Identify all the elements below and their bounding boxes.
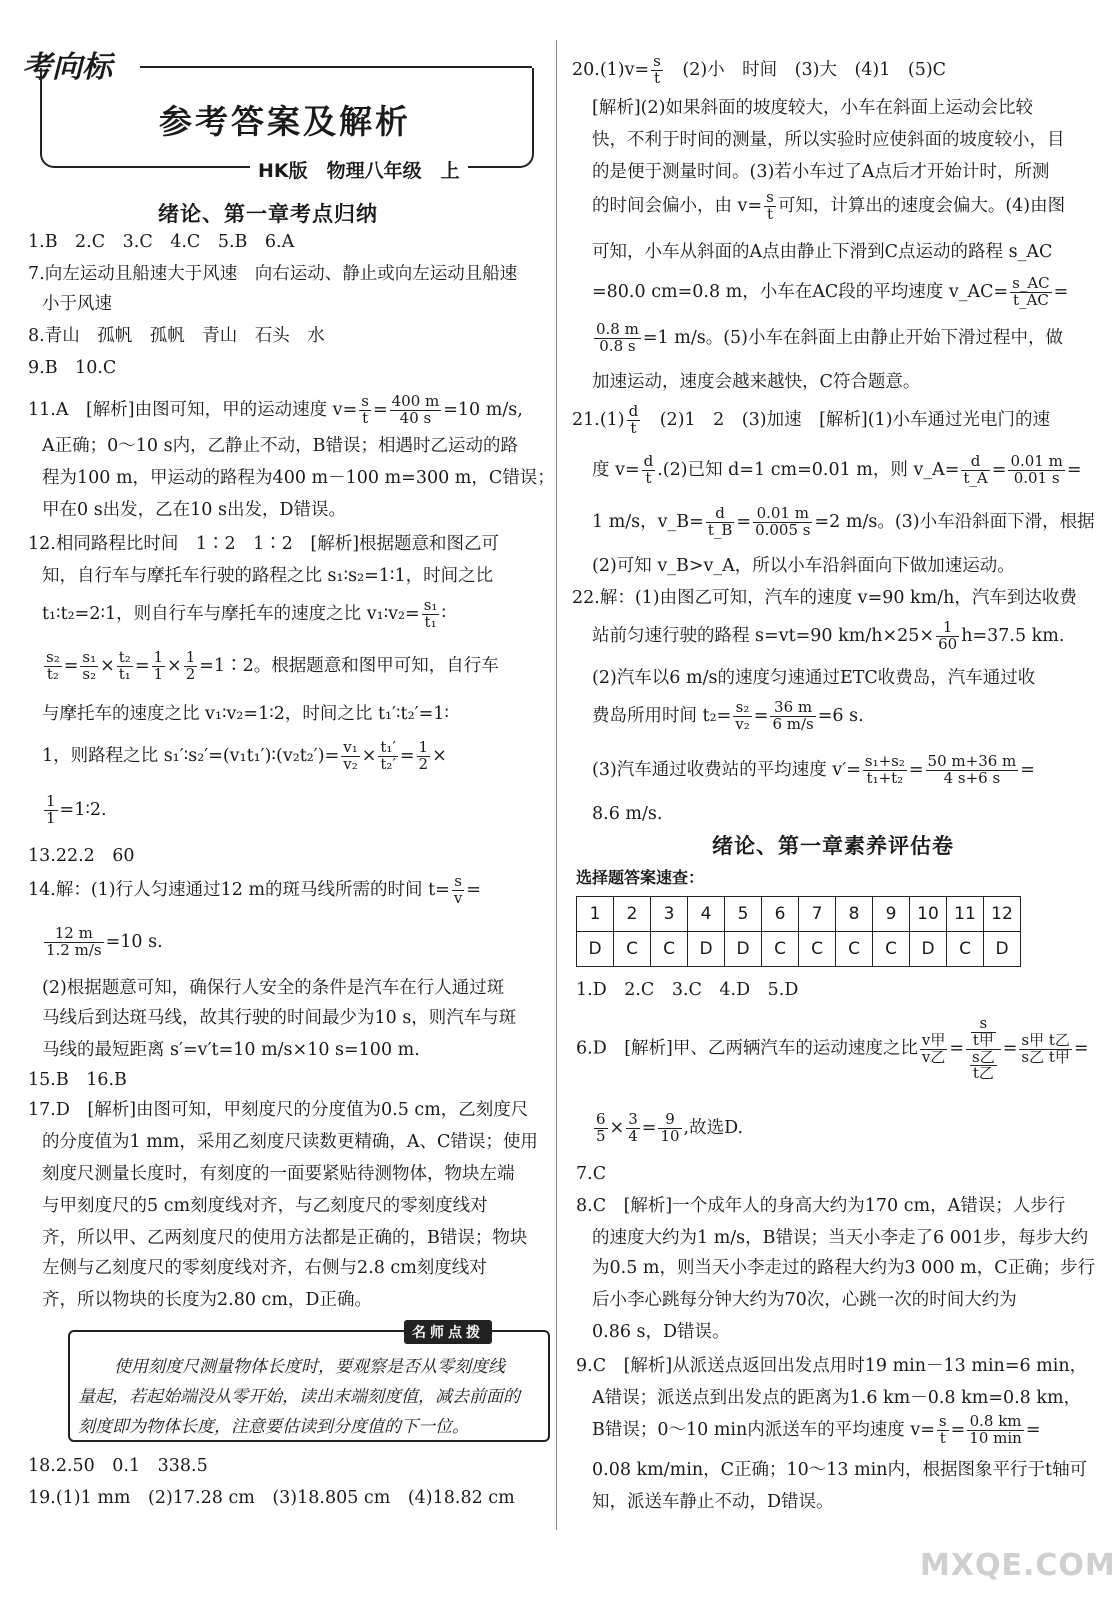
answer-line: 与甲刻度尺的5 cm刻度线对齐，与乙刻度尺的零刻度线对 [42,1196,488,1216]
answer-line: 度 v= $\frac{d}{t}$ .(2)已知 d=1 cm=0.01 m，则 v_A= $\frac{d}{t\_A}$ = $\frac{0.01 m}{0.01 s}$ = [592,452,1082,487]
table-cell-answer: D [910,932,947,967]
table-row-answers [577,932,1021,967]
fraction [961,454,989,487]
answer-line: 马线后到达斑马线，故其行驶的时间最少为10 s，则汽车与斑 [42,1008,517,1028]
table-cell-number: 7 [799,897,836,932]
text: =6 s. [817,705,864,726]
numerator: 12 m [44,926,104,943]
denominator: t乙 [972,1064,994,1083]
numerator: s₂ [733,700,752,717]
text: (2)1 2 (3)加速 [解析](1)小车通过光电门的速 [659,409,1051,430]
numerator: s [766,188,774,206]
tip-text: 使用刻度尺测量物体长度时，要观察是否从零刻度线 [114,1357,505,1377]
numerator: 0.8 km [967,1414,1024,1431]
text: =1∶2。根据题意和图甲可知，自行车 [199,655,499,676]
text: (2)小 时间 (3)大 (4)1 (5)C [682,59,947,80]
answer-line: 12.相同路程比时间 1∶2 1∶2 [解析]根据题意和图乙可 [28,534,500,554]
text: =10 m/s, [443,399,523,420]
answer-line: 1 m/s，v_B= $\frac{d}{t\_B}$ = $\frac{0.01 m}{0.005 s}$ =2 m/s。(3)小车沿斜面下滑，根据 [592,504,1095,539]
fraction [926,754,1019,787]
fraction [658,1112,681,1145]
numerator: 400 m [391,392,440,410]
denominator: 0.8 s [599,336,636,355]
numerator: 1 [153,648,164,666]
answer-line: 7.向左运动且船速大于风速 向右运动、静止或向左运动且船速 [28,264,518,284]
denominator: 4 s+6 s [943,768,1001,787]
denominator: 10 [660,1126,680,1145]
numerator: t₂ [118,648,131,666]
answer-line [42,926,163,959]
denominator: t₂ [46,664,59,683]
answer-line [592,190,1065,223]
numerator: s_AC [1012,274,1050,292]
answer-line [592,322,1063,355]
watermark: MXQE.COM [920,1548,1116,1583]
fraction [594,1112,608,1145]
text: ∶ [441,603,446,624]
answer-line: 的分度值为1 mm，采用乙刻度尺读数更精确，A、C错误；使用 [42,1132,538,1152]
numerator: v₁ [343,738,358,756]
denominator: 4 [628,1126,638,1145]
denominator: t_AC [1012,290,1049,309]
text: = [372,399,388,420]
answer-line: A正确；0～10 s内，乙静止不动，B错误；相遇时乙运动的路 [42,436,518,456]
fraction [937,1414,949,1447]
table-cell-number: 5 [725,897,762,932]
denominator: t [630,418,637,437]
denominator: t [654,68,661,87]
denominator: s₂ [82,664,97,683]
denominator: t [645,468,652,487]
answer-line: 1.B 2.C 3.C 4.C 5.B 6.A [28,232,295,252]
table-cell-number: 3 [651,897,688,932]
answer-line: 0.86 s，D错误。 [592,1322,730,1342]
answer-line: 0.08 km/min，C正确；10～13 min内，根据图象平行于t轴可 [592,1460,1088,1480]
answer-line: 齐，所以物块的长度为2.80 cm，D正确。 [42,1290,372,1310]
text: 21.(1) [572,409,625,430]
tip-text: 量起，若起始端没从零开始，读出末端刻度值，减去前面的 [78,1387,520,1407]
numerator: d [961,454,989,471]
answer-line: 知，派送车静止不动，D错误。 [592,1492,834,1512]
fraction [80,650,98,683]
answer-line: 马线的最短距离 s′=v′t=10 m/s×10 s=100 m. [42,1040,420,1060]
answer-line: 19.(1)1 mm (2)17.28 cm (3)18.805 cm (4)18.82 cm [28,1488,515,1508]
denominator: 40 s [399,408,432,427]
fraction [594,322,641,355]
numerator: s₁ [82,648,97,666]
denominator: 60 [938,634,958,653]
table-cell-number: 4 [688,897,725,932]
answer-line: 8.青山 孤帆 孤帆 青山 石头 水 [28,326,325,346]
table-cell-answer: C [873,932,910,967]
numerator: s [971,1016,996,1033]
section-title-1: 绪论、第一章考点归纳 [158,202,378,226]
denominator: v₂ [343,754,358,773]
answer-line: 左侧与乙刻度尺的零刻度线对齐，右侧与2.8 cm刻度线对 [42,1258,487,1278]
denominator: 0.01 s [1013,468,1060,487]
denominator: v₂ [735,714,750,733]
fraction [970,1047,997,1083]
denominator: 2 [185,664,196,683]
numerator: s甲 t乙 [1021,1030,1070,1049]
denominator: t₁ [424,612,437,631]
fraction [642,454,656,487]
numerator: v甲 [921,1030,946,1049]
section-title-2: 绪论、第一章素养评估卷 [712,834,954,858]
denominator: t甲 [972,1030,994,1049]
answer-line: 为0.5 m，则当天小李走过的路程大约为3 000 m，C正确；步行 [592,1258,1096,1278]
answer-line: $\frac{6}{5}$ × $\frac{3}{4}$ = $\frac{9}{10}$ ,故选D. [596,1110,744,1145]
answer-line: 的是便于测量时间。(3)若小车过了A点后才开始计时，所测 [592,162,1050,182]
fraction [44,926,104,959]
text: ,故选D. [683,1117,744,1138]
answer-line: 程为100 m，甲运动的路程为400 m－100 m=300 m，C错误； [42,468,555,488]
answer-line: 可知，小车从斜面的A点由静止下滑到C点运动的路程 s_AC [592,242,1053,262]
numerator: d [643,452,654,470]
numerator: 0.8 m [596,320,639,338]
numerator: s [361,392,369,410]
text: 20.(1)v= [572,59,650,80]
denominator: t₁+t₂ [866,768,904,787]
table-cell-answer: C [947,932,984,967]
answer-line: [解析](2)如果斜面的坡度较大，小车在斜面上运动会比较 [592,98,1033,118]
table-cell-answer: C [614,932,651,967]
fraction [863,754,907,787]
fraction [44,794,58,827]
column-divider [556,40,557,1530]
answer-line: 刻度尺测量长度时，有刻度的一面要紧贴待测物体，物块左端 [42,1164,515,1184]
table-cell-answer: D [725,932,762,967]
answer-line: A错误；派送点到出发点的距离为1.6 km－0.8 km=0.8 km， [592,1388,1082,1408]
table-cell-answer: D [577,932,614,967]
answer-line: 15.B 16.B [28,1070,127,1090]
fraction [966,1016,1001,1082]
text: 1 m/s，v_B= [592,511,704,532]
denominator [966,1047,1001,1083]
table-cell-answer: C [651,932,688,967]
text: =2 m/s。(3)小车沿斜面下滑，根据 [814,511,1095,532]
answer-line [592,620,1064,653]
numerator: 6 [596,1110,606,1128]
answer-line: 1，则路程之比 s₁′∶s₂′=(v₁t₁′)∶(v₂t₂′)= $\frac{\text{v₁}}{\text{v₂}}$ × $\frac{\text{t₁′}}{\text{t₂′}}$ = $\frac{1}{2}$ × [42,738,447,773]
numerator: s₂ [46,648,60,666]
text: t₁∶t₂=2∶1，则自行车与摩托车的速度之比 v₁∶v₂= [42,603,420,624]
numerator: 1 [185,648,196,666]
denominator: 1 [46,808,56,827]
denominator: s乙 t甲 [1021,1047,1070,1066]
numerator: s [452,874,464,891]
table-cell-number: 2 [614,897,651,932]
fraction [378,740,397,773]
fraction [152,650,166,683]
answer-line: 的速度大约为1 m/s，B错误；当天小李走了6 001步，每步大约 [592,1228,1089,1248]
denominator: t_B [707,520,733,539]
table-cell-number: 12 [984,897,1021,932]
text: 11.A [解析]由图可知，甲的运动速度 v= [28,399,358,420]
fraction [1019,1030,1072,1066]
text: =1∶2. [59,799,107,820]
denominator: t [362,408,369,427]
answer-line-20 [572,54,946,87]
answer-line [592,276,1068,309]
table-cell-number: 6 [762,897,799,932]
denominator: t₁ [118,664,131,683]
numerator: 0.01 m [1010,452,1063,470]
fraction [626,1112,640,1145]
fraction [770,700,815,733]
denominator: 6 m/s [772,714,814,733]
numerator: d [628,402,639,420]
denominator: v [453,888,463,907]
numerator: 1 [46,792,56,810]
answer-line: (3)汽车通过收费站的平均速度 v′= $\frac{\text{s₁+s₂}}{\text{t₁+t₂}}$ = $\frac{50 m+36 m}{4 s+6 s}$ = [592,752,1035,787]
denominator: t_A [963,468,988,487]
logo-text: 考向标 [22,50,112,85]
text: (3)汽车通过收费站的平均速度 v′= [592,759,861,780]
fraction [184,650,198,683]
denominator: t [939,1428,946,1447]
numerator: s乙 [972,1047,995,1066]
fraction [44,650,62,683]
answer-line: 小于风速 [42,294,112,314]
answer-line [42,598,446,631]
answer-line [42,794,107,827]
answer-line-21 [572,404,1050,437]
answer-line: 甲在0 s出发，乙在10 s出发，D错误。 [42,500,347,520]
text: 6.D [解析]甲、乙两辆汽车的运动速度之比 [576,1038,918,1059]
text: 可知，计算出的速度会偏大。(4)由图 [777,195,1066,216]
fraction [936,620,959,653]
answer-line: 知，自行车与摩托车行驶的路程之比 s₁∶s₂=1∶1，时间之比 [42,566,494,586]
denominator: 1.2 m/s [46,940,102,959]
denominator: 5 [596,1126,606,1145]
answer-line: 7.C [576,1164,607,1184]
fraction [627,404,641,437]
answer-line: B错误；0～10 min内派送车的平均速度 v= $\frac{s}{t}$ = $\frac{0.8 km}{10 \min}$ = [592,1412,1041,1447]
answer-line: 快，不利于时间的测量，所以实验时应使斜面的坡度较小，目 [592,130,1065,150]
answer-line: 14.解：(1)行人匀速通过12 m的斑马线所需的时间 t= $\frac{s}{v}$ = [28,872,481,907]
answer-line-11 [28,394,523,427]
tip-text: 刻度即为物体长度，注意要估读到分度值的下一位。 [78,1417,469,1437]
table-cell-number: 11 [947,897,984,932]
denominator: 2 [418,754,429,773]
answer-line: (2)根据题意可知，确保行人安全的条件是汽车在行人通过斑 [42,978,505,998]
answer-line: 18.2.50 0.1 338.5 [28,1456,208,1476]
denominator: 10 min [969,1428,1022,1447]
fraction [733,700,752,733]
numerator: d [706,506,735,523]
answer-line: 8.6 m/s. [592,804,663,824]
text: B错误；0～10 min内派送车的平均速度 v= [592,1419,935,1440]
fraction [359,394,371,427]
fraction [1008,454,1064,487]
text: =80.0 cm=0.8 m，小车在AC段的平均速度 v_AC= [592,281,1009,302]
numerator: 1 [418,738,429,756]
text: h=37.5 km. [961,625,1065,646]
numerator: s [653,52,661,70]
table-cell-number: 1 [577,897,614,932]
table-cell-number: 8 [836,897,873,932]
table-row-numbers [577,897,1021,932]
fraction [706,506,735,539]
fraction [422,598,440,631]
answer-line: 13.22.2 60 [28,846,135,866]
answer-line: 17.D [解析]由图可知，甲刻度尺的分度值为0.5 cm，乙刻度尺 [28,1100,529,1120]
answer-line: 齐，所以甲、乙两刻度尺的使用方法都是正确的，B错误；物块 [42,1228,528,1248]
answer-line: 费岛所用时间 t₂= $\frac{\text{s₂}}{\text{v₂}}$ = $\frac{36 m}{6 m/s}$ =6 s. [592,698,864,733]
page-subtitle: HK版 物理八年级 上 [250,156,468,183]
numerator: 9 [658,1112,681,1129]
denominator: 1 [153,664,164,683]
quick-check-label: 选择题答案速查： [576,868,705,887]
numerator: 36 m [770,700,815,717]
table-cell-answer: D [688,932,725,967]
fraction [452,874,464,907]
fraction [920,1030,947,1066]
fraction [117,650,133,683]
table-cell-number: 9 [873,897,910,932]
text: = [1053,281,1069,302]
text: 14.解：(1)行人匀速通过12 m的斑马线所需的时间 t= [28,879,450,900]
text: 度 v= [592,459,640,480]
answer-table [576,896,1021,967]
numerator [966,1016,1001,1050]
numerator: s₁ [423,596,438,614]
denominator: t₂′ [380,754,396,773]
page-title: 参考答案及解析 [159,102,411,141]
fraction [1010,276,1052,309]
table-cell-answer: C [836,932,873,967]
text: .(2)已知 d=1 cm=0.01 m，则 v_A= [657,459,960,480]
text: =1 m/s。(5)小车在斜面上由静止开始下滑过程中，做 [642,327,1063,348]
answer-line: 与摩托车的速度之比 v₁∶v₂=1∶2，时间之比 t₁′∶t₂′=1∶ [42,704,449,724]
text: 站前匀速行驶的路程 s=vt=90 km/h×25× [592,625,935,646]
answer-line: 1.D 2.C 3.C 4.D 5.D [576,980,799,1000]
answer-line: $\frac{\text{s₂}}{\text{t₂}}$ = $\frac{\text{s₁}}{\text{s₂}}$ × $\frac{\text{t₂}}{\text{t₁}}$ = $\frac{1}{1}$ × $\frac{1}{2}$ =1∶2。根据题意和图甲可知，自行车 [46,648,499,683]
answer-line: 9.C [解析]从派送点返回出发点用时19 min－13 min=6 min， [576,1356,1088,1376]
fraction [967,1414,1024,1447]
numerator: s [938,1412,947,1430]
table-cell-answer: C [762,932,799,967]
answer-line: 6.D [解析]甲、乙两辆汽车的运动速度之比 $\frac{\text{v甲}}{\text{v乙}}$ = $\frac{\frac{s}{\text{t甲}}}{\frac{\text{s乙}}{\text{t乙}}}$ = $\frac{\text{s甲 t乙}}{\text{s乙 t甲}}$ = [576,1014,1089,1083]
numerator: 0.01 m [753,506,812,523]
fraction [753,506,812,539]
answer-line: 后小李心跳每分钟大约为70次，心跳一次的时间大约为 [592,1290,1017,1310]
fraction [971,1016,996,1049]
fraction [764,190,776,223]
text: 的时间会偏小，由 v= [592,195,763,216]
table-cell-answer: C [799,932,836,967]
numerator: 50 m+36 m [927,752,1017,770]
teacher-tip-tag: 名师点拨 [404,1320,492,1344]
answer-line: 8.C [解析]一个成年人的身高大约为170 cm，A错误；人步行 [576,1196,1066,1216]
fraction [651,54,663,87]
text: =10 s. [105,931,163,952]
answer-line: 9.B 10.C [28,358,117,378]
answer-line: 22.解：(1)由图乙可知，汽车的速度 v=90 km/h，汽车到达收费 [572,588,1077,608]
answer-line: 加速运动，速度会越来越快，C符合题意。 [592,372,921,392]
numerator: 1 [936,620,959,637]
numerator: t₁′ [380,738,396,756]
fraction [341,740,360,773]
text: 费岛所用时间 t₂= [592,705,732,726]
fraction [417,740,431,773]
table-cell-answer: D [984,932,1021,967]
denominator: 0.005 s [755,520,811,539]
answer-line: (2)可知 v_B>v_A，所以小车沿斜面向下做加速运动。 [592,556,1015,576]
table-cell-number: 10 [910,897,947,932]
numerator: 3 [628,1110,638,1128]
numerator: s₁+s₂ [864,752,905,770]
denominator: v乙 [921,1047,946,1066]
text: 1，则路程之比 s₁′∶s₂′=(v₁t₁′)∶(v₂t₂′)= [42,745,340,766]
fraction [390,394,442,427]
denominator: t [766,204,773,223]
answer-line: (2)汽车以6 m/s的速度匀速通过ETC收费岛，汽车通过收 [592,668,1036,688]
